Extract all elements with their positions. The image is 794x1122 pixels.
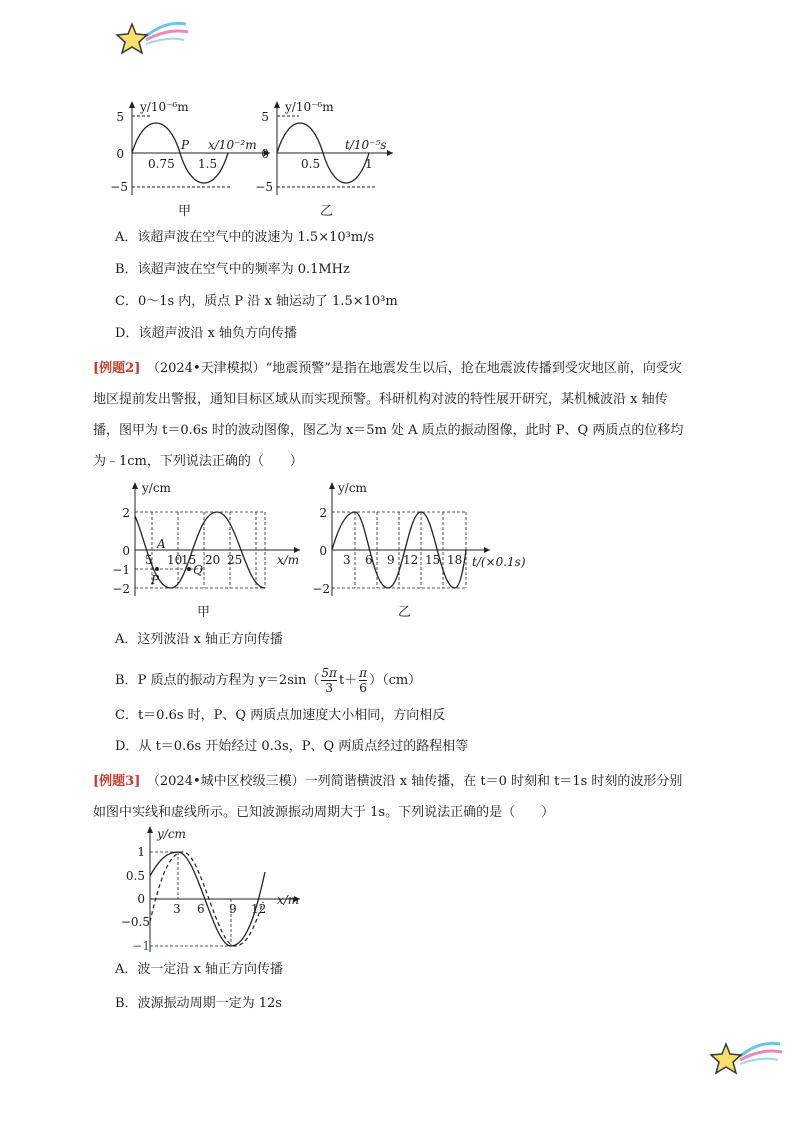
q3-source: （2024•城中区校级三模） [153,774,305,789]
q1-yi-ytick: −5 [255,180,273,194]
q1-option-c: C．0～1s 内，质点 P 沿 x 轴运动了 1.5×10³m [115,294,398,309]
q3-xtick: 3 [173,902,181,916]
q3-xtick: 9 [229,902,237,916]
q2-yi-xtick: 6 [365,553,373,567]
q2-yi-ylabel: y/cm [338,481,367,495]
q2-jia-xtick: 15 [181,553,197,567]
q1-option-d: D．该超声波沿 x 轴负方向传播 [115,326,298,341]
shooting-star-icon-bottom [706,1030,786,1080]
q2-yi-xlabel: t/(×0.1s) [472,555,526,569]
q1-jia-xtick: 1.5 [198,157,218,171]
q1-jia-ytick: 0 [116,147,124,161]
q2-source: （2024•天津模拟） [153,361,266,376]
q2-option-a: A．这列波沿 x 轴正方向传播 [115,632,283,647]
q1-option-b: B．该超声波在空气中的频率为 0.1MHz [115,262,350,277]
q1-jia-xlabel: x/10⁻²m [208,138,257,152]
q3-figure [105,822,325,957]
q1-yi-xtick: 1 [365,157,373,171]
q2-option-b: B．P 质点的振动方程为 y＝2sin（ $\frac{5\pi}{3}$ t＋ $\frac{\pi}{6}$ ）（cm） [115,666,422,695]
q2-yi-xtick: 18 [447,553,463,567]
q2-yi-ytick: 2 [319,506,327,520]
q2-stem: [例题2] （2024•天津模拟）“地震预警”是指在地震发生以后，抢在地震波传播到受灾地区前，向受灾地区提前发出警报，通知目标区域从而实现预警。科研机构对波的特性展开研究，某机械波沿 x 轴传播，图甲为 t＝0.6s 时的波动图像，图乙为 x＝5m 处 A 质点的振动图像，此时 P、Q 两质点的位移均为﹣1cm，下列说法正确的（ ） [93,361,684,469]
q1-yi-ytick: 5 [261,110,269,124]
q3-ytick: −1 [132,939,150,953]
q3-ylabel: y/cm [157,827,186,841]
q1-jia-ylabel: y/10⁻⁶m [140,100,189,114]
q3-xlabel: x/m [277,893,300,907]
shooting-star-icon-top [112,10,192,60]
q2-yi-xtick: 3 [343,553,351,567]
q2-option-c: C．t＝0.6s 时，P、Q 两质点加速度大小相同，方向相反 [115,708,446,723]
q1-yi-ytick: 0 [261,147,269,161]
q2-point-a: A [157,537,166,551]
q2-point-q-dot [187,567,191,571]
q2-jia-xtick: 20 [205,553,221,567]
q3-xtick: 12 [251,902,267,916]
q2-tag: [例题2] [93,361,141,376]
q2-jia-xtick: 5 [145,553,153,567]
q1-jia-ytick: −5 [110,180,128,194]
q2-figure-jia [105,478,315,603]
q2-figure-yi [310,478,540,603]
q1-point-p: P [181,138,190,152]
q1-yi-xlabel: t/10⁻⁵s [345,138,387,152]
q1-yi-xtick: 0.5 [301,157,321,171]
q2-yi-ytick: 0 [319,544,327,558]
q3-ytick: −0.5 [120,915,150,929]
q1-figure-yi [245,95,405,205]
q2-jia-ytick: 2 [122,506,130,520]
q3-tag: [例题3] [93,774,141,789]
q3-xtick: 6 [197,902,205,916]
q2-jia-ytick: −1 [112,563,130,577]
q2-point-p-dot [155,567,159,571]
q2-yi-xtick: 12 [403,553,419,567]
q1-caption-jia: 甲 [178,204,192,219]
q2-point-q: Q [193,563,203,577]
q2-option-d: D．从 t＝0.6s 开始经过 0.3s，P、Q 两质点经过的路程相等 [115,739,469,754]
q2-caption-yi: 乙 [398,605,412,620]
q3-ytick: 1 [137,845,145,859]
q2-jia-xtick: 10 [167,553,183,567]
q2-yi-xtick: 15 [425,553,441,567]
q2-yi-ytick: −2 [312,582,330,596]
q2-jia-ytick: 0 [122,544,130,558]
q1-yi-ylabel: y/10⁻⁶m [285,100,334,114]
q1-option-a: A．该超声波在空气中的波速为 1.5×10³m/s [115,230,375,245]
q2-caption-jia: 甲 [197,605,211,620]
q2-jia-ytick: −2 [112,582,130,596]
q2-jia-xlabel: x/m [277,553,300,567]
q2-point-p: P [151,573,160,587]
q1-jia-xtick: 0.75 [148,157,175,171]
q3-ytick: 0 [137,892,145,906]
q2-jia-xtick: 25 [227,553,243,567]
q3-option-a: A．波一定沿 x 轴正方向传播 [115,962,283,977]
q3-option-b: B．波源振动周期一定为 12s [115,996,282,1011]
q2-jia-ylabel: y/cm [142,481,171,495]
q3-stem: [例题3] （2024•城中区校级三模）一列简谐横波沿 x 轴传播，在 t＝0 时刻和 t＝1s 时刻的波形分别如图中实线和虚线所示。已知波源振动周期大于 1s。下列说法正确的是（ ） [93,774,683,820]
q1-caption-yi: 乙 [320,204,334,219]
q3-ytick: 0.5 [125,869,145,883]
q1-jia-ytick: 5 [116,110,124,124]
q2-yi-xtick: 9 [387,553,395,567]
